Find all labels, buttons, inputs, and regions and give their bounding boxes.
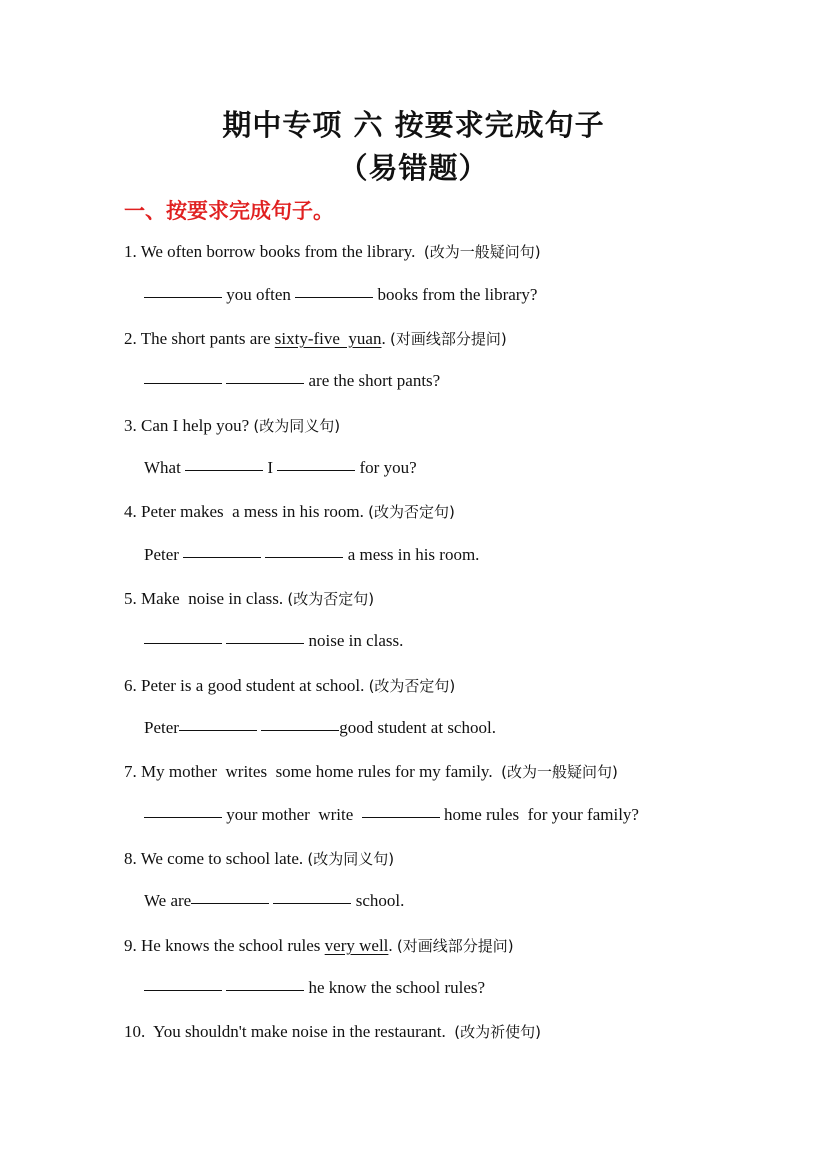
- blank[interactable]: [261, 729, 339, 731]
- blank[interactable]: [362, 816, 440, 818]
- answer-4: Peter a mess in his room.: [144, 545, 480, 564]
- blank[interactable]: [144, 816, 222, 818]
- question-4: 4. Peter makes a mess in his room. (改为否定句): [124, 502, 455, 521]
- question-5: 5. Make noise in class. (改为否定句): [124, 589, 375, 608]
- question-2: 2. The short pants are sixty-five yuan. (对画线部分提问): [124, 329, 507, 348]
- blank[interactable]: [295, 296, 373, 298]
- page-subtitle: （易错题）: [338, 151, 489, 185]
- blank[interactable]: [144, 989, 222, 991]
- blank[interactable]: [226, 642, 304, 644]
- blank[interactable]: [273, 902, 351, 904]
- blank[interactable]: [144, 296, 222, 298]
- answer-3: What I for you?: [144, 458, 417, 477]
- question-7: 7. My mother writes some home rules for my family. (改为一般疑问句): [124, 762, 618, 781]
- blank[interactable]: [226, 989, 304, 991]
- answer-5: noise in class.: [144, 631, 403, 651]
- answer-1: you often books from the library?: [144, 285, 537, 305]
- question-10: 10. You shouldn't make noise in the restaurant. (改为祈使句): [124, 1022, 541, 1041]
- blank[interactable]: [183, 556, 261, 558]
- blank[interactable]: [144, 382, 222, 384]
- answer-2: are the short pants?: [144, 371, 440, 391]
- question-9: 9. He knows the school rules very well. (对画线部分提问): [124, 936, 514, 955]
- answer-8: We are school.: [144, 891, 405, 910]
- blank[interactable]: [226, 382, 304, 384]
- blank[interactable]: [144, 642, 222, 644]
- blank[interactable]: [185, 469, 263, 471]
- blank[interactable]: [191, 902, 269, 904]
- section-heading: 一、按要求完成句子。: [124, 199, 334, 223]
- question-8: 8. We come to school late. (改为同义句): [124, 849, 395, 868]
- question-3: 3. Can I help you? (改为同义句): [124, 416, 341, 435]
- question-6: 6. Peter is a good student at school. (改为否定句): [124, 676, 456, 695]
- page-title: 期中专项 六 按要求完成句子: [222, 108, 605, 142]
- blank[interactable]: [265, 556, 343, 558]
- blank[interactable]: [179, 729, 257, 731]
- blank[interactable]: [277, 469, 355, 471]
- answer-7: your mother write home rules for your family?: [144, 805, 639, 825]
- answer-6: Peter good student at school.: [144, 718, 496, 737]
- answer-9: he know the school rules?: [144, 978, 485, 998]
- question-1: 1. We often borrow books from the library. (改为一般疑问句): [124, 242, 541, 261]
